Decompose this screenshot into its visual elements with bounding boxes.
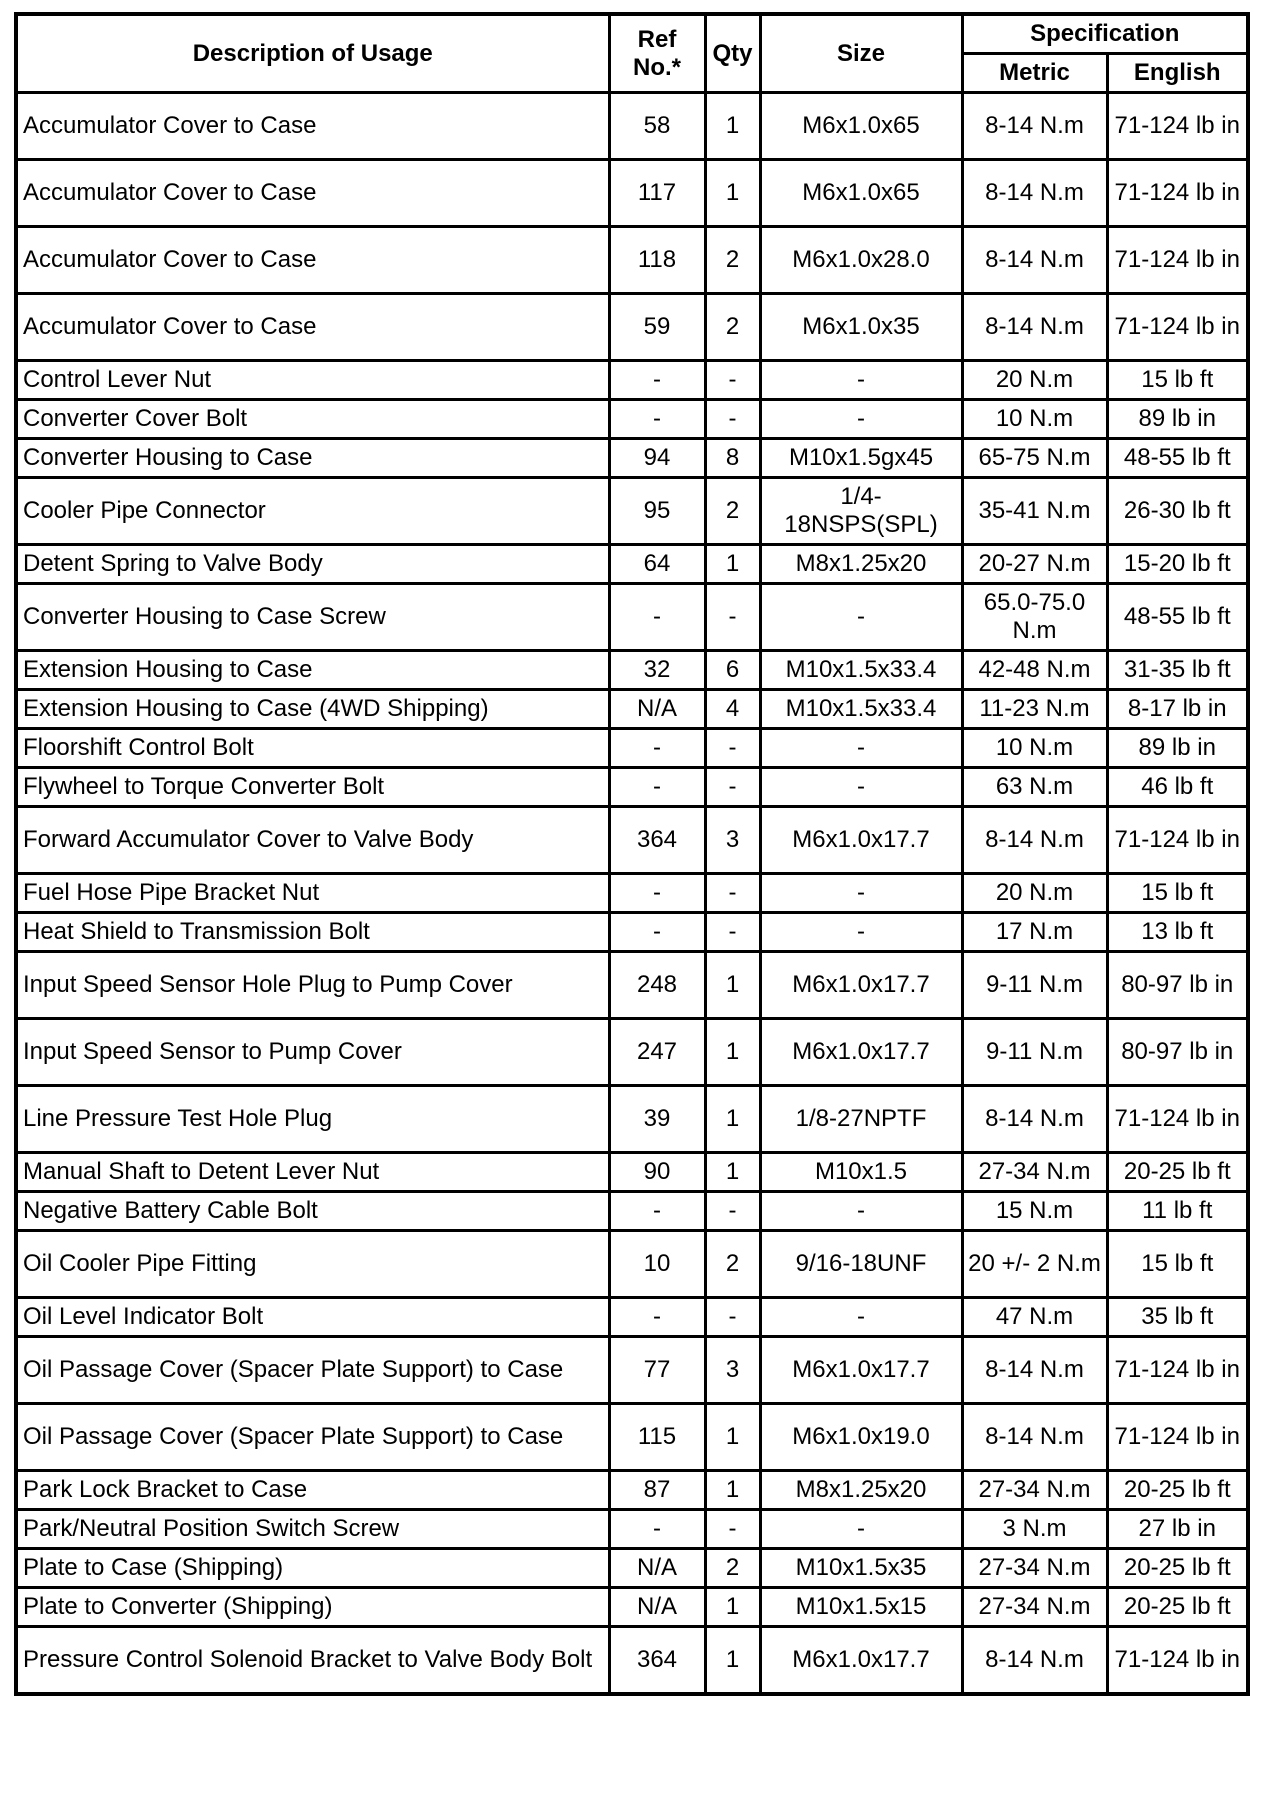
table-row [16,160,1248,227]
cell-size: M6x1.0x19.0 [760,1404,962,1471]
cell-description: Cooler Pipe Connector [16,478,609,545]
cell-english: 71-124 lb in [1107,807,1248,874]
cell-english: 8-17 lb in [1107,690,1248,729]
cell-metric: 8-14 N.m [962,160,1107,227]
cell-size: - [760,361,962,400]
cell-description: Input Speed Sensor Hole Plug to Pump Cover [16,952,609,1019]
cell-size: - [760,729,962,768]
cell-size: M6x1.0x65 [760,160,962,227]
cell-metric: 8-14 N.m [962,294,1107,361]
cell-qty: 2 [705,227,760,294]
cell-ref-no: 118 [609,227,705,294]
table-row [16,1471,1248,1510]
cell-qty: - [705,1298,760,1337]
table-row [16,1153,1248,1192]
cell-metric: 8-14 N.m [962,1404,1107,1471]
table-row [16,690,1248,729]
cell-ref-no: 94 [609,439,705,478]
cell-metric: 20 +/- 2 N.m [962,1231,1107,1298]
cell-metric: 65-75 N.m [962,439,1107,478]
cell-metric: 9-11 N.m [962,952,1107,1019]
cell-english: 20-25 lb ft [1107,1588,1248,1627]
cell-qty: 2 [705,294,760,361]
cell-metric: 8-14 N.m [962,93,1107,160]
cell-ref-no: 364 [609,807,705,874]
cell-ref-no: N/A [609,1588,705,1627]
cell-description: Park Lock Bracket to Case [16,1471,609,1510]
header-specification: Specification [962,14,1248,54]
cell-size: - [760,1510,962,1549]
cell-ref-no: - [609,1298,705,1337]
cell-metric: 8-14 N.m [962,227,1107,294]
cell-english: 71-124 lb in [1107,93,1248,160]
cell-qty: 1 [705,1086,760,1153]
cell-english: 71-124 lb in [1107,294,1248,361]
header-size: Size [760,14,962,93]
cell-description: Oil Passage Cover (Spacer Plate Support) to Case [16,1404,609,1471]
cell-metric: 27-34 N.m [962,1549,1107,1588]
header-ref-no: Ref No.* [609,14,705,93]
table-row [16,400,1248,439]
cell-english: 20-25 lb ft [1107,1153,1248,1192]
cell-metric: 20 N.m [962,874,1107,913]
table-row [16,1588,1248,1627]
cell-ref-no: 247 [609,1019,705,1086]
cell-description: Accumulator Cover to Case [16,93,609,160]
table-row [16,439,1248,478]
cell-english: 13 lb ft [1107,913,1248,952]
cell-size: - [760,1298,962,1337]
cell-description: Input Speed Sensor to Pump Cover [16,1019,609,1086]
cell-description: Fuel Hose Pipe Bracket Nut [16,874,609,913]
cell-metric: 35-41 N.m [962,478,1107,545]
cell-english: 89 lb in [1107,400,1248,439]
table-row [16,1549,1248,1588]
table-row [16,807,1248,874]
cell-qty: - [705,913,760,952]
table-row [16,1019,1248,1086]
table-row [16,1404,1248,1471]
cell-qty: 1 [705,1588,760,1627]
cell-english: 20-25 lb ft [1107,1549,1248,1588]
cell-size: M6x1.0x17.7 [760,1019,962,1086]
table-row [16,651,1248,690]
cell-size: M10x1.5gx45 [760,439,962,478]
cell-english: 15 lb ft [1107,874,1248,913]
fastener-spec-sheet [14,12,1246,1696]
cell-english: 35 lb ft [1107,1298,1248,1337]
table-body [16,93,1248,1695]
cell-english: 27 lb in [1107,1510,1248,1549]
cell-qty: 1 [705,1471,760,1510]
cell-size: - [760,874,962,913]
table-row [16,874,1248,913]
cell-english: 26-30 lb ft [1107,478,1248,545]
cell-metric: 3 N.m [962,1510,1107,1549]
cell-qty: - [705,729,760,768]
cell-qty: 1 [705,1019,760,1086]
cell-metric: 10 N.m [962,729,1107,768]
cell-english: 71-124 lb in [1107,227,1248,294]
table-row [16,545,1248,584]
cell-qty: 1 [705,545,760,584]
cell-description: Flywheel to Torque Converter Bolt [16,768,609,807]
cell-qty: 8 [705,439,760,478]
cell-size: M8x1.25x20 [760,1471,962,1510]
cell-ref-no: 10 [609,1231,705,1298]
cell-metric: 8-14 N.m [962,807,1107,874]
cell-description: Oil Level Indicator Bolt [16,1298,609,1337]
cell-size: 1/4-18NSPS(SPL) [760,478,962,545]
cell-size: - [760,913,962,952]
cell-ref-no: - [609,1510,705,1549]
cell-description: Accumulator Cover to Case [16,160,609,227]
cell-description: Oil Cooler Pipe Fitting [16,1231,609,1298]
table-header [16,14,1248,93]
cell-size: M6x1.0x65 [760,93,962,160]
cell-metric: 20 N.m [962,361,1107,400]
cell-size: - [760,1192,962,1231]
cell-qty: 2 [705,1231,760,1298]
table-row [16,1510,1248,1549]
cell-metric: 9-11 N.m [962,1019,1107,1086]
table-row [16,478,1248,545]
cell-english: 11 lb ft [1107,1192,1248,1231]
cell-ref-no: 32 [609,651,705,690]
cell-english: 80-97 lb in [1107,952,1248,1019]
cell-ref-no: N/A [609,1549,705,1588]
cell-english: 71-124 lb in [1107,160,1248,227]
cell-english: 89 lb in [1107,729,1248,768]
table-row [16,1192,1248,1231]
cell-qty: 6 [705,651,760,690]
table-row [16,729,1248,768]
cell-ref-no: 117 [609,160,705,227]
cell-qty: 1 [705,952,760,1019]
cell-ref-no: 58 [609,93,705,160]
cell-qty: 1 [705,1153,760,1192]
cell-metric: 27-34 N.m [962,1153,1107,1192]
cell-qty: - [705,1192,760,1231]
table-row [16,93,1248,160]
table-row [16,294,1248,361]
cell-ref-no: - [609,874,705,913]
cell-description: Forward Accumulator Cover to Valve Body [16,807,609,874]
cell-ref-no: - [609,584,705,651]
cell-description: Floorshift Control Bolt [16,729,609,768]
cell-qty: 1 [705,1627,760,1695]
cell-description: Negative Battery Cable Bolt [16,1192,609,1231]
cell-ref-no: 59 [609,294,705,361]
cell-description: Detent Spring to Valve Body [16,545,609,584]
cell-description: Converter Housing to Case Screw [16,584,609,651]
table-row [16,768,1248,807]
cell-description: Line Pressure Test Hole Plug [16,1086,609,1153]
cell-metric: 8-14 N.m [962,1627,1107,1695]
cell-english: 15 lb ft [1107,361,1248,400]
cell-ref-no: - [609,913,705,952]
cell-metric: 42-48 N.m [962,651,1107,690]
cell-ref-no: N/A [609,690,705,729]
header-qty: Qty [705,14,760,93]
table-row [16,1627,1248,1695]
cell-ref-no: 115 [609,1404,705,1471]
cell-ref-no: 39 [609,1086,705,1153]
cell-metric: 20-27 N.m [962,545,1107,584]
cell-qty: 1 [705,1404,760,1471]
cell-ref-no: 248 [609,952,705,1019]
cell-description: Heat Shield to Transmission Bolt [16,913,609,952]
cell-metric: 10 N.m [962,400,1107,439]
cell-description: Accumulator Cover to Case [16,227,609,294]
cell-metric: 11-23 N.m [962,690,1107,729]
cell-ref-no: 90 [609,1153,705,1192]
cell-english: 46 lb ft [1107,768,1248,807]
cell-metric: 17 N.m [962,913,1107,952]
cell-english: 71-124 lb in [1107,1337,1248,1404]
cell-ref-no: - [609,729,705,768]
cell-description: Accumulator Cover to Case [16,294,609,361]
cell-metric: 27-34 N.m [962,1471,1107,1510]
cell-description: Plate to Converter (Shipping) [16,1588,609,1627]
table-row [16,952,1248,1019]
cell-qty: - [705,768,760,807]
cell-english: 71-124 lb in [1107,1404,1248,1471]
table-row [16,227,1248,294]
cell-english: 15-20 lb ft [1107,545,1248,584]
cell-english: 31-35 lb ft [1107,651,1248,690]
cell-description: Oil Passage Cover (Spacer Plate Support) to Case [16,1337,609,1404]
cell-description: Control Lever Nut [16,361,609,400]
cell-ref-no: - [609,768,705,807]
header-description: Description of Usage [16,14,609,93]
cell-qty: 2 [705,1549,760,1588]
cell-description: Extension Housing to Case [16,651,609,690]
cell-description: Manual Shaft to Detent Lever Nut [16,1153,609,1192]
cell-size: 9/16-18UNF [760,1231,962,1298]
cell-size: M10x1.5 [760,1153,962,1192]
fastener-spec-table [14,12,1250,1696]
cell-size: 1/8-27NPTF [760,1086,962,1153]
cell-qty: - [705,584,760,651]
cell-qty: - [705,1510,760,1549]
cell-ref-no: 77 [609,1337,705,1404]
cell-ref-no: 95 [609,478,705,545]
cell-metric: 47 N.m [962,1298,1107,1337]
cell-qty: 3 [705,807,760,874]
cell-metric: 15 N.m [962,1192,1107,1231]
cell-size: - [760,584,962,651]
table-row [16,584,1248,651]
cell-english: 48-55 lb ft [1107,584,1248,651]
cell-ref-no: 87 [609,1471,705,1510]
cell-ref-no: - [609,400,705,439]
table-row [16,1337,1248,1404]
cell-qty: 3 [705,1337,760,1404]
cell-ref-no: - [609,1192,705,1231]
table-row [16,1298,1248,1337]
cell-size: M6x1.0x17.7 [760,807,962,874]
cell-size: - [760,768,962,807]
cell-size: M6x1.0x28.0 [760,227,962,294]
cell-english: 20-25 lb ft [1107,1471,1248,1510]
cell-description: Pressure Control Solenoid Bracket to Valve Body Bolt [16,1627,609,1695]
table-row [16,1086,1248,1153]
cell-size: M6x1.0x17.7 [760,1337,962,1404]
cell-size: M6x1.0x35 [760,294,962,361]
cell-qty: 1 [705,160,760,227]
cell-qty: - [705,874,760,913]
cell-metric: 8-14 N.m [962,1337,1107,1404]
cell-size: M10x1.5x33.4 [760,651,962,690]
cell-size: M8x1.25x20 [760,545,962,584]
cell-size: M10x1.5x35 [760,1549,962,1588]
table-row [16,1231,1248,1298]
cell-ref-no: 64 [609,545,705,584]
cell-metric: 63 N.m [962,768,1107,807]
cell-description: Plate to Case (Shipping) [16,1549,609,1588]
cell-english: 80-97 lb in [1107,1019,1248,1086]
cell-metric: 8-14 N.m [962,1086,1107,1153]
cell-description: Park/Neutral Position Switch Screw [16,1510,609,1549]
cell-english: 15 lb ft [1107,1231,1248,1298]
cell-description: Converter Cover Bolt [16,400,609,439]
cell-qty: - [705,361,760,400]
header-english: English [1107,54,1248,93]
cell-english: 71-124 lb in [1107,1627,1248,1695]
cell-size: M6x1.0x17.7 [760,952,962,1019]
cell-qty: - [705,400,760,439]
cell-qty: 4 [705,690,760,729]
cell-metric: 27-34 N.m [962,1588,1107,1627]
cell-size: M6x1.0x17.7 [760,1627,962,1695]
cell-size: - [760,400,962,439]
cell-size: M10x1.5x33.4 [760,690,962,729]
table-row [16,913,1248,952]
cell-qty: 2 [705,478,760,545]
cell-metric: 65.0-75.0 N.m [962,584,1107,651]
table-row [16,361,1248,400]
cell-english: 71-124 lb in [1107,1086,1248,1153]
cell-description: Extension Housing to Case (4WD Shipping) [16,690,609,729]
cell-ref-no: 364 [609,1627,705,1695]
cell-ref-no: - [609,361,705,400]
cell-qty: 1 [705,93,760,160]
header-metric: Metric [962,54,1107,93]
cell-description: Converter Housing to Case [16,439,609,478]
cell-english: 48-55 lb ft [1107,439,1248,478]
cell-size: M10x1.5x15 [760,1588,962,1627]
